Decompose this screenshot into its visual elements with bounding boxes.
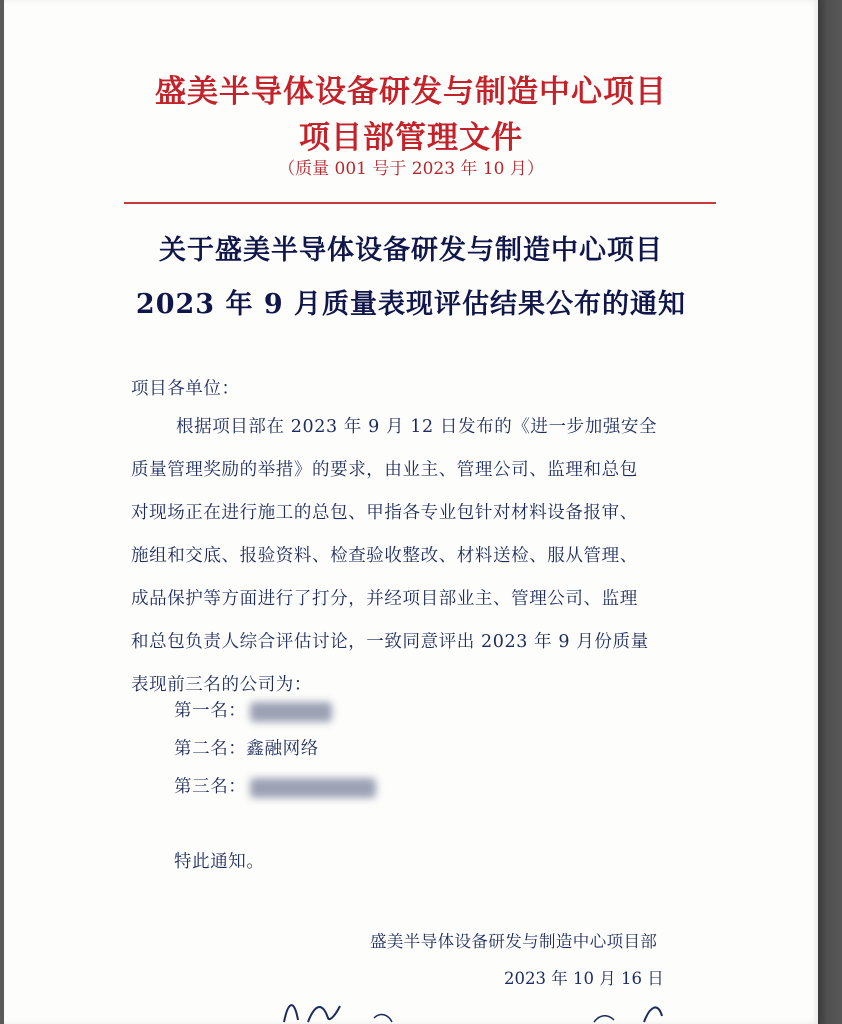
paragraph-line: 对现场正在进行施工的总包、甲指各专业包针对材料设备报审、 bbox=[131, 503, 638, 523]
paragraph-line: 成品保护等方面进行了打分，并经项目部业主、管理公司、监理 bbox=[131, 589, 638, 609]
notice-title-line2: 2023 年 9 月质量表现评估结果公布的通知 bbox=[135, 289, 687, 320]
signing-date: 2023 年 10 月 16 日 bbox=[504, 969, 664, 988]
ranking-label: 第一名： bbox=[174, 701, 247, 721]
ranking-company: 鑫融网络 bbox=[246, 739, 319, 759]
paragraph-line: 和总包负责人综合评估讨论，一致同意评出 2023 年 9 月份质量 bbox=[131, 632, 649, 652]
ranking-label: 第三名： bbox=[174, 777, 247, 797]
handwritten-signature bbox=[264, 992, 684, 1024]
header-divider bbox=[124, 202, 716, 204]
ranking-first bbox=[174, 697, 332, 722]
org-title-line1: 盛美半导体设备研发与制造中心项目 bbox=[155, 74, 667, 110]
org-title-line2: 项目部管理文件 bbox=[299, 120, 523, 156]
salutation: 项目各单位： bbox=[131, 379, 240, 399]
signing-organization: 盛美半导体设备研发与制造中心项目部 bbox=[370, 932, 658, 951]
ranking-third bbox=[174, 773, 376, 798]
notice-title-line1: 关于盛美半导体设备研发与制造中心项目 bbox=[159, 235, 663, 266]
document-page bbox=[4, 0, 818, 1024]
ranking-second bbox=[174, 735, 319, 760]
ranking-label: 第二名： bbox=[174, 739, 247, 759]
closing-remark: 特此通知。 bbox=[174, 852, 265, 872]
redacted-company-name bbox=[250, 778, 376, 798]
viewer-right-edge bbox=[818, 0, 842, 1024]
redacted-company-name bbox=[250, 702, 332, 722]
paragraph-line: 根据项目部在 2023 年 9 月 12 日发布的《进一步加强安全 bbox=[176, 417, 658, 437]
document-number: （质量 001 号于 2023 年 10 月） bbox=[278, 159, 544, 179]
paragraph-line: 表现前三名的公司为： bbox=[131, 675, 312, 695]
paragraph-line: 施组和交底、报验资料、检查验收整改、材料送检、服从管理、 bbox=[131, 546, 638, 566]
paragraph-line: 质量管理奖励的举措》的要求，由业主、管理公司、监理和总包 bbox=[131, 460, 638, 480]
body-paragraph bbox=[131, 412, 731, 713]
